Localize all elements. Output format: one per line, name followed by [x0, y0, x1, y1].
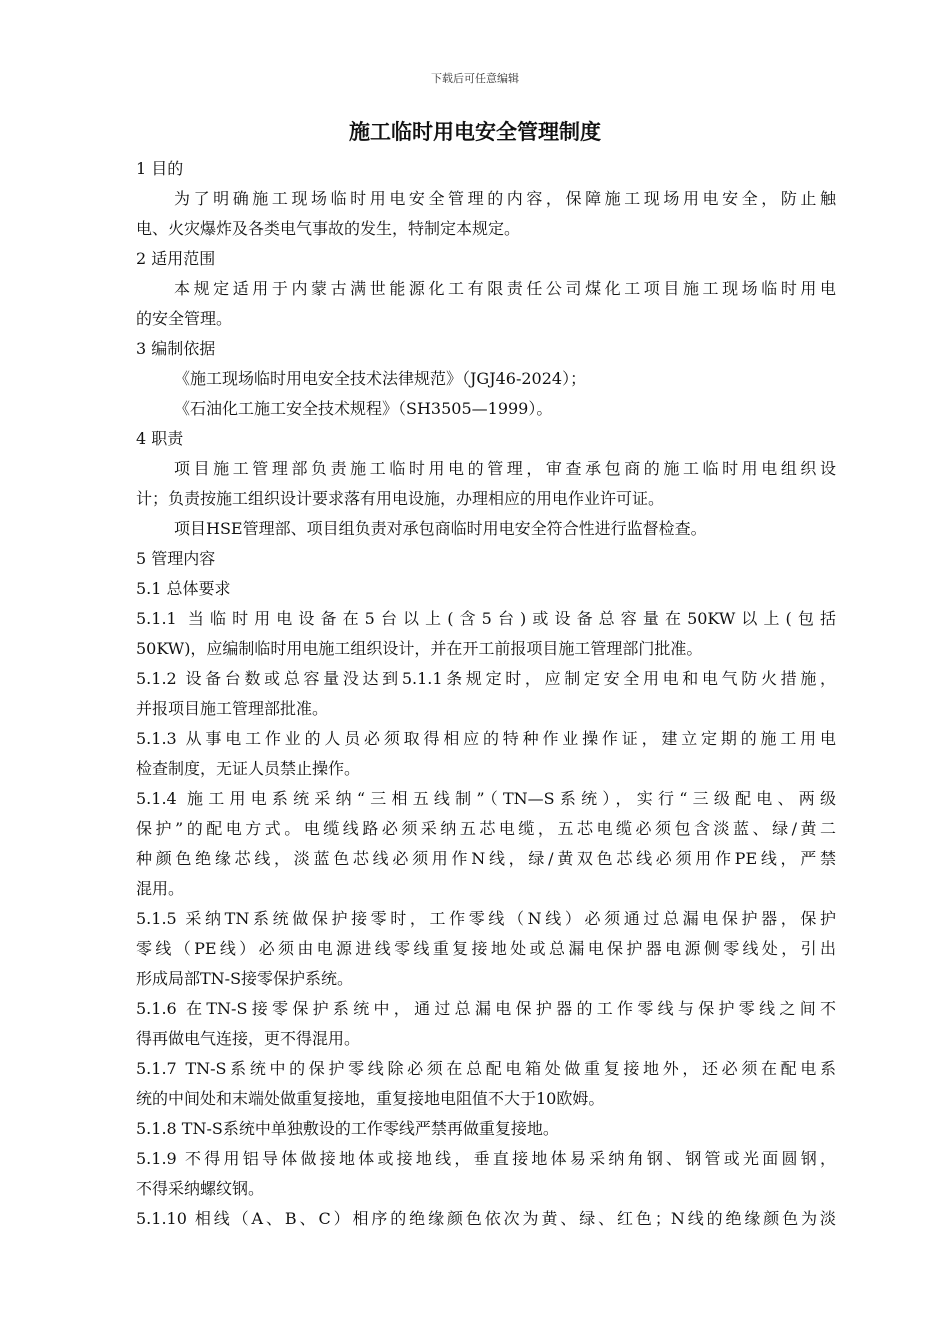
text-line: 为了明确施工现场临时用电安全管理的内容，保障施工现场用电安全，防止触: [174, 189, 836, 208]
text-line: 本规定适用于内蒙古满世能源化工有限责任公司煤化工项目施工现场临时用电: [174, 279, 836, 298]
text-line: 的安全管理。: [136, 309, 233, 328]
text-line: 统的中间处和末端处做重复接地，重复接地电阻值不大于10欧姆。: [136, 1089, 605, 1108]
text-line: 项目HSE管理部、项目组负责对承包商临时用电安全符合性进行监督检查。: [174, 519, 707, 538]
text-line: 5.1.4 施工用电系统采纳“三相五线制”（TN—S系统），实行“三级配电、两级: [136, 789, 836, 808]
page-title: 施工临时用电安全管理制度: [349, 120, 601, 144]
text-line: 零线（PE线）必须由电源进线零线重复接地处或总漏电保护器电源侧零线处，引出: [136, 939, 836, 958]
document-body: [136, 154, 836, 1234]
text-line: 5 管理内容: [136, 549, 216, 568]
text-line: 5.1.7 TN-S系统中的保护零线除必须在总配电箱处做重复接地外，还必须在配电系: [136, 1059, 836, 1078]
text-line: 5.1.3 从事电工作业的人员必须取得相应的特种作业操作证，建立定期的施工用电: [136, 729, 836, 748]
text-line: 得再做电气连接，更不得混用。: [136, 1029, 361, 1048]
text-line: 种颜色绝缘芯线，淡蓝色芯线必须用作N线，绿/黄双色芯线必须用作PE线，严禁: [136, 849, 836, 868]
text-line: 50KW)，应编制临时用电施工组织设计，并在开工前报项目施工管理部门批准。: [136, 639, 703, 658]
text-line: 5.1 总体要求: [136, 579, 231, 598]
text-line: 5.1.2 设备台数或总容量没达到5.1.1条规定时，应制定安全用电和电气防火措施，: [136, 669, 836, 688]
text-line: 并报项目施工管理部批准。: [136, 699, 329, 718]
text-line: 4 职责: [136, 429, 184, 448]
text-line: 5.1.1 当临时用电设备在5台以上(含5台)或设备总容量在50KW以上(包括: [136, 609, 836, 628]
text-line: 5.1.5 采纳TN系统做保护接零时，工作零线（N线）必须通过总漏电保护器，保护: [136, 909, 836, 928]
text-line: 形成局部TN-S接零保护系统。: [136, 969, 354, 988]
text-line: 3 编制依据: [136, 339, 216, 358]
text-line: 5.1.10 相线（A、B、C）相序的绝缘颜色依次为黄、绿、红色；N线的绝缘颜色为淡: [136, 1209, 836, 1228]
text-line: 《石油化工施工安全技术规程》（SH3505—1999）。: [174, 399, 553, 418]
text-line: 5.1.6 在TN-S接零保护系统中，通过总漏电保护器的工作零线与保护零线之间不: [136, 999, 836, 1018]
text-line: 检查制度，无证人员禁止操作。: [136, 759, 361, 778]
text-line: 不得采纳螺纹钢。: [136, 1179, 265, 1198]
text-line: 电、火灾爆炸及各类电气事故的发生，特制定本规定。: [136, 219, 521, 238]
text-line: 5.1.8 TN-S系统中单独敷设的工作零线严禁再做重复接地。: [136, 1119, 559, 1138]
text-line: 计；负责按施工组织设计要求落有用电设施，办理相应的用电作业许可证。: [136, 489, 665, 508]
text-line: 混用。: [136, 879, 185, 898]
text-line: 2 适用范围: [136, 249, 216, 268]
text-line: 保护”的配电方式。电缆线路必须采纳五芯电缆，五芯电缆必须包含淡蓝、绿/黄二: [136, 819, 836, 838]
header-note: 下载后可任意编辑: [431, 72, 519, 85]
text-line: 项目施工管理部负责施工临时用电的管理，审查承包商的施工临时用电组织设: [174, 459, 836, 478]
text-line: 1 目的: [136, 159, 184, 178]
text-line: 5.1.9 不得用铝导体做接地体或接地线，垂直接地体易采纳角钢、钢管或光面圆钢，: [136, 1149, 836, 1168]
text-line: 《施工现场临时用电安全技术法律规范》（JGJ46-2024）；: [174, 369, 587, 388]
